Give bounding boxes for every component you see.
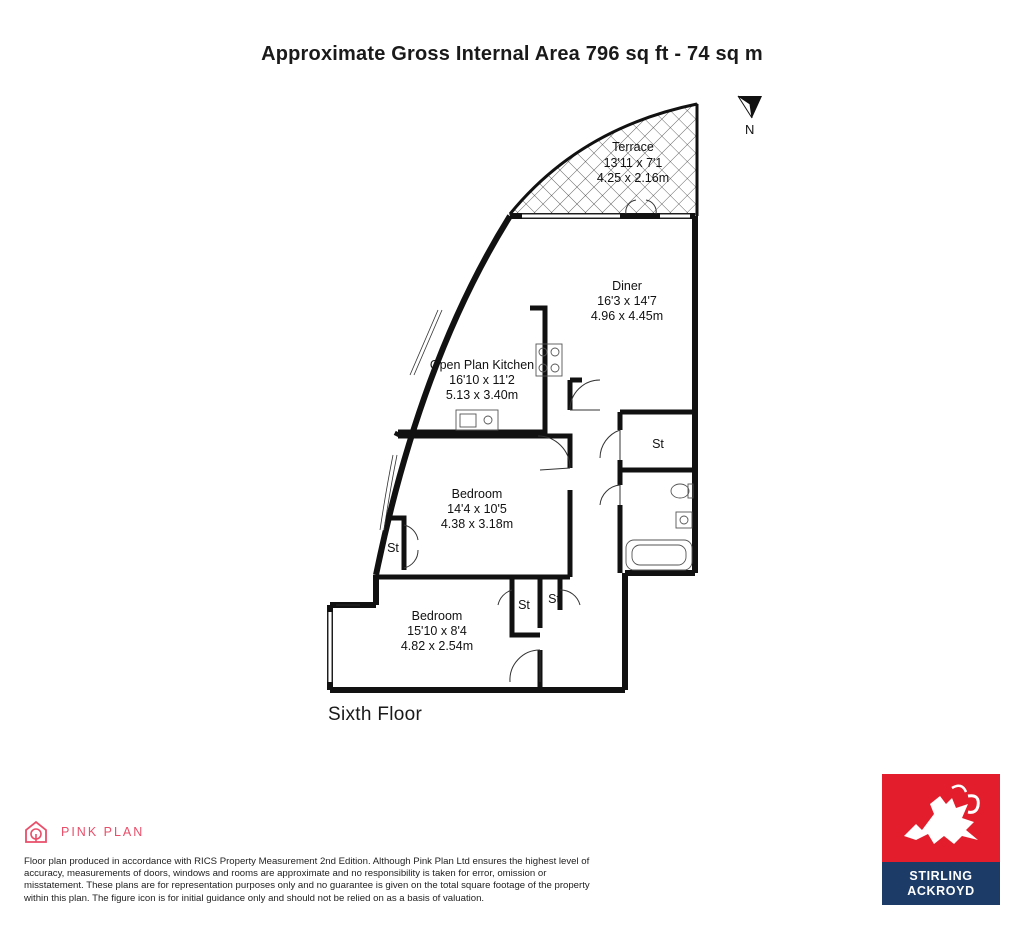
brand-line-2: ACKROYD: [907, 883, 975, 898]
bedroom-2-name: Bedroom: [411, 609, 463, 623]
bedroom-1-metric: 4.38 x 3.18m: [440, 517, 514, 531]
store-bedroom-2a-label: St: [518, 598, 530, 612]
store-bedroom-2b-label: St: [548, 592, 560, 606]
bedroom-1-imperial: 14'4 x 10'5: [447, 502, 507, 516]
stirling-ackroyd-logo: [882, 774, 1000, 905]
terrace-imperial: 13'11 x 7'1: [603, 156, 663, 170]
kitchen-imperial: 16'10 x 11'2: [449, 373, 515, 387]
kitchen-metric: 5.13 x 3.40m: [445, 388, 519, 402]
diner-imperial: 16'3 x 14'7: [597, 294, 657, 308]
brand-line-1: STIRLING: [909, 868, 973, 883]
north-arrow-icon: [738, 96, 762, 118]
brand-name: [882, 862, 1000, 905]
terrace-name: Terrace: [612, 140, 654, 154]
disclaimer-text: Floor plan produced in accordance with RICS Property Measurement 2nd Edition. Although Pink Plan Ltd ensures the highest level of accuracy, measurements of doors, windows and rooms are approximate and no responsibility is taken for error, omission or misstatement. These plans are for representation purposes only and no guarantee is given on the total square footage of the property within this plan. The figure icon is for initial guidance only and should not be relied on as a basis of valuation.: [24, 856, 590, 904]
kitchen-name: Open Plan Kitchen: [429, 358, 535, 372]
bedroom-2-imperial: 15'10 x 8'4: [407, 624, 467, 638]
bedroom-2-metric: 4.82 x 2.54m: [400, 639, 474, 653]
store-hall-label: St: [652, 437, 664, 451]
compass-label: N: [745, 122, 755, 137]
diner-name: Diner: [612, 279, 642, 293]
page-title: Approximate Gross Internal Area 796 sq ft - 74 sq m: [261, 43, 763, 65]
pink-plan-name: PINK PLAN: [61, 825, 145, 839]
bedroom-1-name: Bedroom: [451, 487, 503, 501]
store-bedroom-1-label: St: [387, 541, 399, 555]
bathroom-fixtures: [626, 484, 693, 570]
terrace-metric: 4.25 x 2.16m: [596, 171, 670, 185]
diner-metric: 4.96 x 4.45m: [590, 309, 664, 323]
griffin-logo-icon: [882, 774, 1000, 862]
floor-label: Sixth Floor: [328, 704, 423, 725]
brand-emblem: [882, 774, 1000, 862]
